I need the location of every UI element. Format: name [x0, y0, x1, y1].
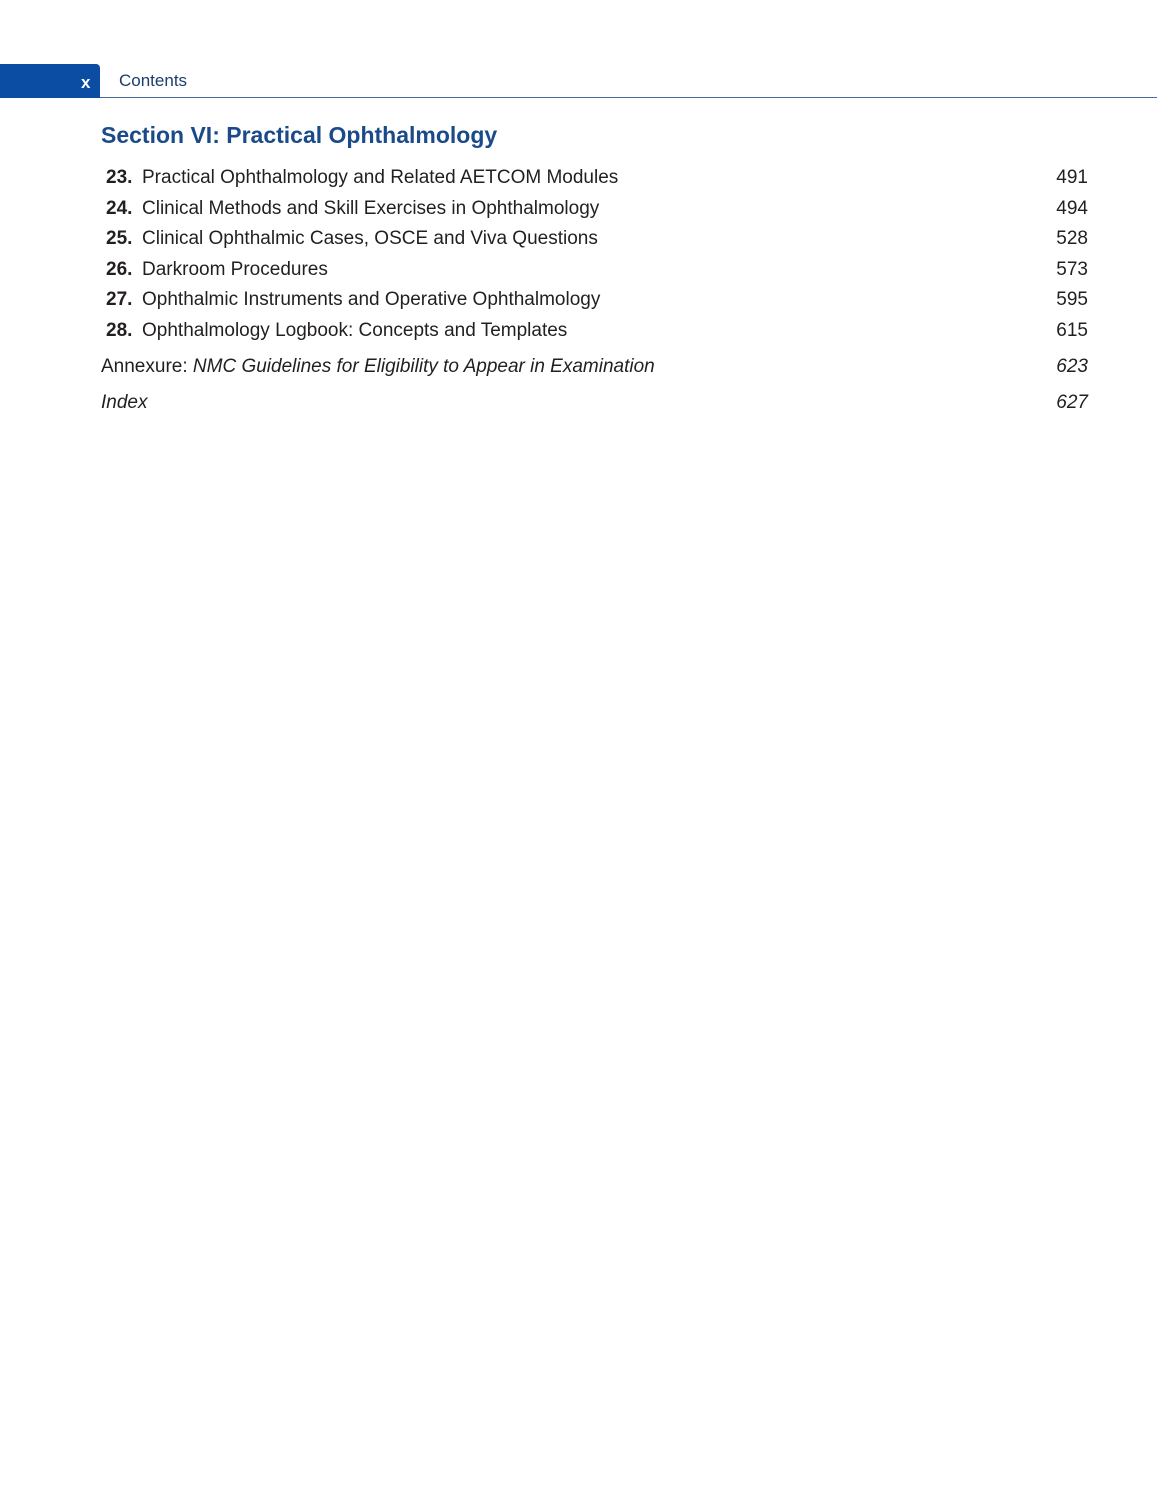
chapter-title: Ophthalmic Instruments and Operative Ophthalmology	[142, 289, 601, 311]
annexure-prefix: Annexure:	[101, 356, 193, 377]
chapter-number: 24.	[106, 197, 133, 219]
toc-entry-26[interactable]	[101, 255, 1089, 286]
chapter-title: Ophthalmology Logbook: Concepts and Templates	[142, 319, 568, 341]
toc-entry-annexure[interactable]	[101, 352, 1089, 382]
running-head: Contents	[119, 71, 188, 90]
chapter-page: 491	[1056, 167, 1088, 188]
chapter-title: Clinical Methods and Skill Exercises in Ophthalmology	[142, 197, 600, 219]
chapter-title: Practical Ophthalmology and Related AETCOM Modules	[142, 167, 619, 188]
toc-entry-28[interactable]	[101, 316, 1089, 347]
annexure-title: NMC Guidelines for Eligibility to Appear in Examination	[192, 356, 655, 377]
section-title: Section VI: Practical Ophthalmology	[101, 122, 498, 148]
toc-list	[101, 163, 1089, 347]
chapter-number: 26.	[106, 258, 133, 280]
chapter-page: 573	[1056, 258, 1088, 280]
annexure-page: 623	[1056, 356, 1088, 377]
toc-entry-27[interactable]	[101, 285, 1089, 316]
chapter-number: 23.	[106, 167, 133, 188]
toc-entry-23[interactable]	[101, 163, 1089, 194]
chapter-number: 25.	[106, 228, 133, 250]
chapter-title: Clinical Ophthalmic Cases, OSCE and Viva Questions	[142, 228, 598, 250]
chapter-page: 595	[1056, 289, 1088, 311]
toc-entry-index[interactable]	[101, 388, 1089, 418]
chapter-number: 27.	[106, 289, 133, 311]
chapter-page: 615	[1056, 319, 1088, 341]
chapter-number: 28.	[106, 319, 133, 341]
index-label: Index	[101, 392, 148, 413]
toc-entry-24[interactable]	[101, 194, 1089, 225]
header-rule	[100, 97, 1157, 98]
chapter-page: 528	[1056, 228, 1088, 250]
index-page: 627	[1056, 392, 1088, 413]
chapter-page: 494	[1056, 197, 1088, 219]
chapter-title: Darkroom Procedures	[142, 258, 328, 280]
page-number: x	[81, 73, 91, 92]
toc-entry-25[interactable]	[101, 224, 1089, 255]
